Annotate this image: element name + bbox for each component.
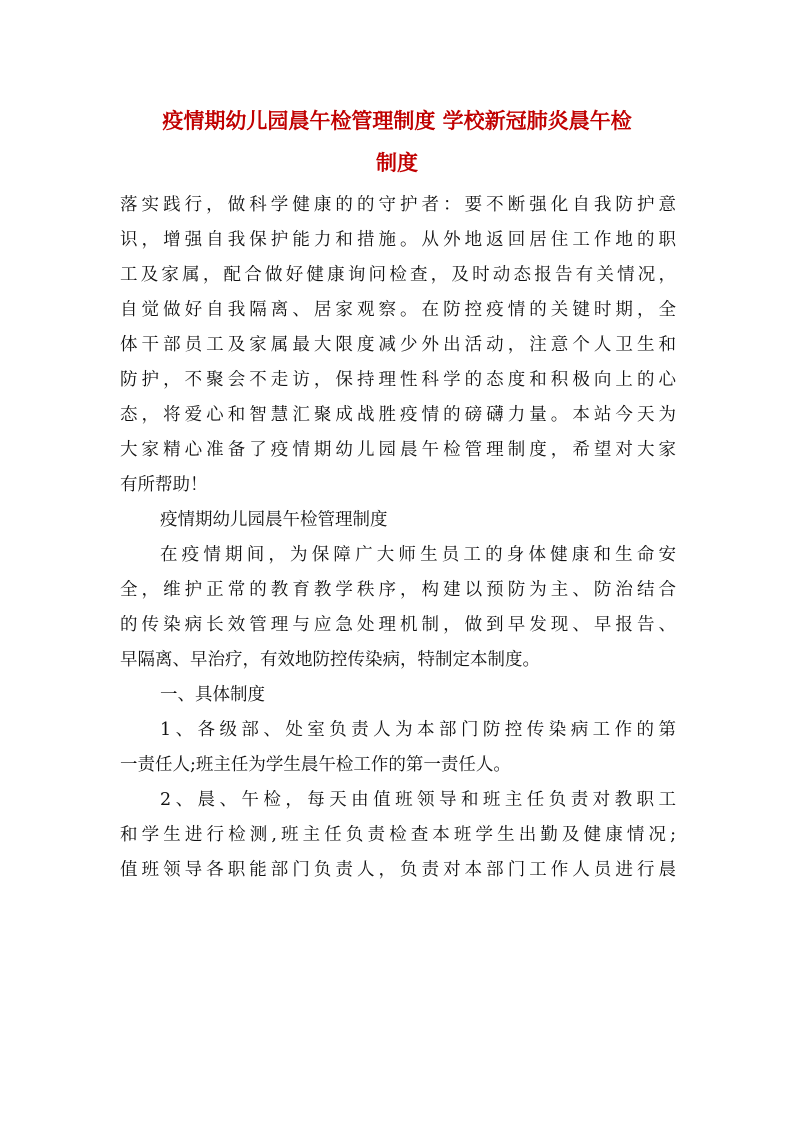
text-line: 态，将爱心和智慧汇聚成战胜疫情的磅礴力量。本站今天为 [120, 405, 676, 425]
text-line: 2、晨、午检，每天由值班领导和班主任负责对教职工 [160, 790, 676, 810]
text-line: 在疫情期间，为保障广大师生员工的身体健康和生命安 [160, 545, 676, 565]
text-line: 一责任人;班主任为学生晨午检工作的第一责任人。 [120, 755, 511, 775]
text-line: 值班领导各职能部门负责人，负责对本部门工作人员进行晨 [120, 860, 676, 880]
text-line: 落实践行，做科学健康的的守护者：要不断强化自我防护意 [120, 195, 676, 215]
text-line: 体干部员工及家属最大限度减少外出活动，注意个人卫生和 [120, 335, 676, 355]
text-line: 识，增强自我保护能力和措施。从外地返回居住工作地的职 [120, 230, 676, 250]
document-title [100, 100, 694, 184]
text-line: 和学生进行检测,班主任负责检查本班学生出勤及健康情况; [120, 825, 676, 845]
text-line: 全，维护正常的教育教学秩序，构建以预防为主、防治结合 [120, 580, 676, 600]
text-line: 大家精心准备了疫情期幼儿园晨午检管理制度，希望对大家 [120, 440, 676, 460]
title-line: 疫情期幼儿园晨午检管理制度 学校新冠肺炎晨午检 [162, 108, 632, 133]
text-line: 1、各级部、处室负责人为本部门防控传染病工作的第 [160, 720, 676, 740]
text-line: 的传染病长效管理与应急处理机制，做到早发现、早报告、 [120, 615, 676, 635]
document-body [120, 188, 676, 888]
text-line: 工及家属，配合做好健康询问检查，及时动态报告有关情况， [120, 265, 676, 285]
text-line: 防护，不聚会不走访，保持理性科学的态度和积极向上的心 [120, 370, 676, 390]
title-line: 制度 [376, 150, 418, 175]
section-heading: 一、具体制度 [160, 685, 265, 705]
text-line: 自觉做好自我隔离、居家观察。在防控疫情的关键时期，全 [120, 300, 676, 320]
text-line: 早隔离、早治疗，有效地防控传染病，特制定本制度。 [120, 650, 540, 670]
text-line: 有所帮助！ [120, 475, 208, 495]
section-heading: 疫情期幼儿园晨午检管理制度 [160, 510, 388, 530]
